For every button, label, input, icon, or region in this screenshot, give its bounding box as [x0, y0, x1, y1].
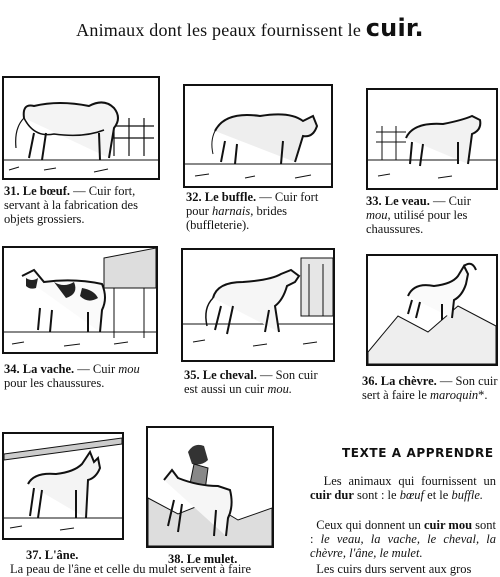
caption-calf-desc-b: , utilisé pour les chaussures.: [366, 208, 468, 236]
caption-buffalo-desc-b: , brides (buffleterie).: [186, 204, 288, 232]
caption-calf: [366, 194, 498, 236]
caption-ox-num: 31.: [4, 184, 20, 198]
caption-horse-num: 35.: [184, 368, 200, 382]
caption-ox-name: Le bœuf.: [22, 184, 70, 198]
caption-calf-desc-a: — Cuir: [433, 194, 471, 208]
lesson-p2-d: le veau, la vache, le cheval, la chèvre, l'âne, le mulet.: [310, 532, 496, 560]
lesson-paragraph-2: [310, 518, 496, 560]
caption-cow-desc-a: — Cuir: [77, 362, 116, 376]
illustration-horse: [181, 248, 335, 362]
lesson-p1-e: et le: [427, 488, 449, 502]
lesson-p2-b: cuir mou: [423, 518, 473, 532]
caption-ox-desc: — Cuir fort, servant à la fabrication des objets grossiers.: [4, 184, 138, 226]
lesson-p2-a: Ceux qui donnent un: [316, 518, 421, 532]
lesson-p1-a: Les animaux qui fournissent un: [323, 474, 496, 488]
illustration-donkey: [2, 432, 124, 540]
illustration-goat: [366, 254, 498, 366]
caption-goat-num: 36.: [362, 374, 378, 388]
caption-donkey: [26, 548, 126, 562]
caption-cow-num: 34.: [4, 362, 20, 376]
lesson-p1-d: bœuf: [399, 488, 425, 502]
caption-goat-name: La chèvre.: [380, 374, 437, 388]
caption-mule-num: 38.: [168, 552, 184, 566]
illustration-ox: [2, 76, 160, 180]
lesson-p3: Les cuirs durs servent aux gros: [316, 562, 472, 576]
caption-cow: [4, 362, 156, 390]
lesson-paragraph-3: [310, 562, 496, 576]
caption-goat-desc-b: *.: [478, 388, 488, 402]
caption-buffalo: [186, 190, 336, 232]
caption-cow-name: La vache.: [22, 362, 75, 376]
lesson-paragraph-1: [310, 474, 496, 502]
caption-goat-desc-i: maroquin: [430, 388, 479, 402]
page-title: [0, 14, 500, 42]
illustration-calf: [366, 88, 498, 190]
caption-cow-desc-b: pour les chaussures.: [4, 376, 105, 390]
illustration-cow: [2, 246, 158, 354]
title-prefix: Animaux dont les peaux fournissent le: [76, 20, 362, 40]
caption-buffalo-desc-a: — Cuir fort pour: [186, 190, 319, 218]
caption-calf-num: 33.: [366, 194, 382, 208]
caption-calf-name: Le veau.: [384, 194, 430, 208]
caption-mule-name: Le mulet.: [186, 552, 238, 566]
caption-buffalo-desc-i: harnais: [212, 204, 251, 218]
caption-donkey-name: L'âne.: [44, 548, 79, 562]
caption-horse: [184, 368, 334, 396]
title-word: cuir.: [365, 14, 424, 42]
lesson-p1-c: sont : le: [357, 488, 397, 502]
caption-buffalo-name: Le buffle.: [204, 190, 257, 204]
illustration-mule: [146, 426, 274, 548]
lesson-heading: TEXTE A APPRENDRE: [342, 446, 494, 460]
caption-horse-desc-a: — Son cuir est aussi un cuir: [184, 368, 318, 396]
caption-buffalo-num: 32.: [186, 190, 202, 204]
caption-calf-desc-i: mou: [366, 208, 388, 222]
caption-goat: [362, 374, 498, 402]
caption-ox: [4, 184, 158, 226]
lesson-p2-c: sont :: [310, 518, 496, 546]
lesson-p1-b: cuir dur: [310, 488, 354, 502]
illustration-buffalo: [183, 84, 333, 188]
caption-horse-desc-i: mou.: [267, 382, 292, 396]
caption-cow-desc-i: mou: [118, 362, 140, 376]
footer-line: La peau de l'âne et celle du mulet servent à faire: [10, 562, 252, 576]
caption-donkey-num: 37.: [26, 548, 42, 562]
caption-goat-desc-a: — Son cuir sert à faire le: [362, 374, 498, 402]
caption-horse-name: Le cheval.: [202, 368, 257, 382]
lesson-p1-f: buffle.: [451, 488, 484, 502]
